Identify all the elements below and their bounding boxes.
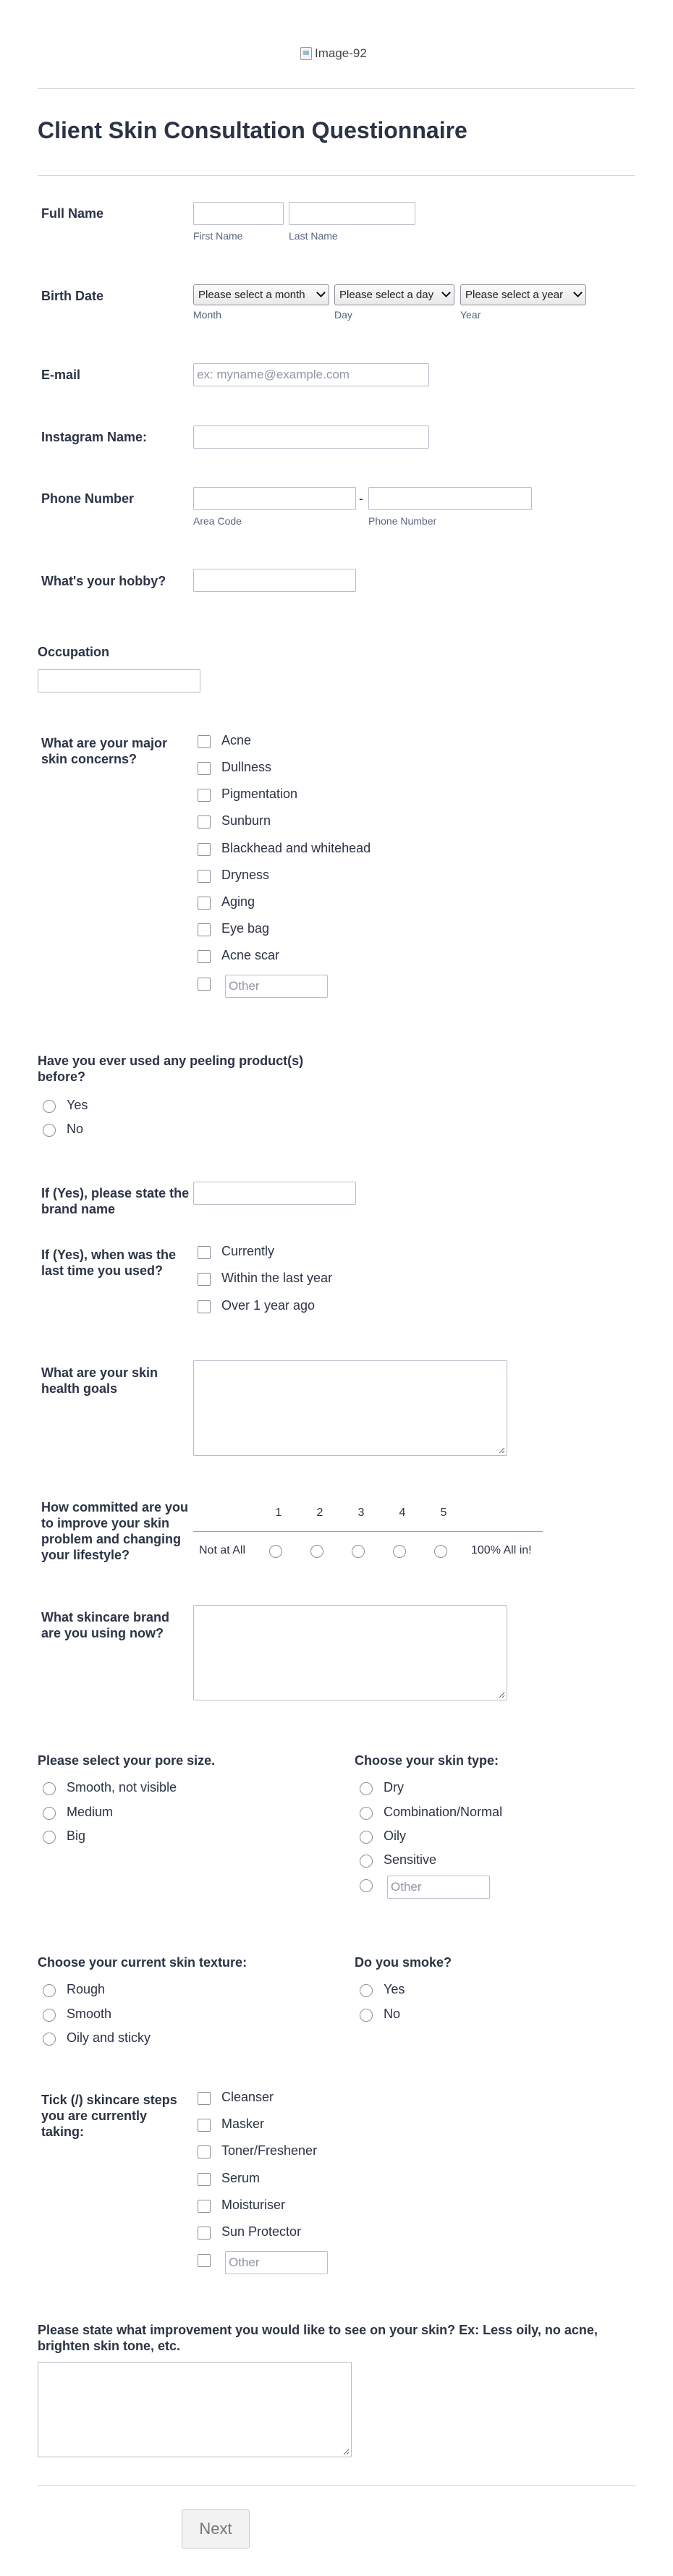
concern-option-label: Pigmentation: [221, 787, 298, 801]
phone-number-sublabel: Phone Number: [368, 515, 437, 527]
occupation-label: Occupation: [38, 645, 110, 659]
resize-grip-icon[interactable]: [498, 1446, 505, 1454]
area-code-sublabel: Area Code: [193, 515, 242, 527]
steps-option-label: Serum: [221, 2171, 261, 2185]
last-time-option-label: Over 1 year ago: [221, 1298, 316, 1313]
brand-name-label: If (Yes), please state the brand name: [41, 1186, 190, 1216]
concern-checkbox[interactable]: [198, 815, 211, 829]
pore-option-label: Big: [67, 1829, 86, 1843]
year-sublabel: Year: [460, 309, 481, 321]
scale-radio-5[interactable]: [434, 1545, 447, 1558]
concern-option-label: Acne scar: [221, 948, 280, 962]
pore-radio[interactable]: [43, 1831, 56, 1844]
brand-name-input[interactable]: [193, 1182, 356, 1205]
month-sublabel: Month: [193, 309, 221, 321]
hobby-label: What's your hobby?: [41, 574, 166, 588]
steps-checkbox[interactable]: [198, 2092, 211, 2105]
steps-other-checkbox[interactable]: [198, 2254, 211, 2267]
concern-checkbox[interactable]: [198, 789, 211, 802]
steps-checkbox[interactable]: [198, 2145, 211, 2158]
occupation-input[interactable]: [38, 669, 200, 692]
steps-option-label: Sun Protector: [221, 2224, 302, 2239]
peeling-radio-yes[interactable]: [43, 1100, 56, 1113]
skin-type-radio[interactable]: [360, 1831, 373, 1844]
birth-date-label: Birth Date: [41, 289, 104, 303]
concern-option-label: Dullness: [221, 760, 272, 774]
footer-divider: [38, 2485, 635, 2486]
concern-checkbox[interactable]: [198, 762, 211, 775]
day-sublabel: Day: [334, 309, 352, 321]
form-title: Client Skin Consultation Questionnaire: [38, 117, 467, 143]
texture-label: Choose your current skin texture:: [38, 1955, 247, 1970]
instagram-label: Instagram Name:: [41, 430, 148, 444]
concern-other-checkbox[interactable]: [198, 978, 211, 991]
texture-option-label: Oily and sticky: [67, 2030, 151, 2045]
last-name-sublabel: Last Name: [289, 230, 338, 242]
concern-option-label: Acne: [221, 733, 252, 747]
last-name-input[interactable]: [289, 202, 415, 225]
steps-option-label: Masker: [221, 2117, 265, 2131]
scale-radio-4[interactable]: [393, 1545, 406, 1558]
steps-checkbox[interactable]: [198, 2227, 211, 2240]
first-name-input[interactable]: [193, 202, 284, 225]
chevron-down-icon: [441, 288, 451, 297]
texture-option-label: Smooth: [67, 2007, 112, 2021]
pore-label: Please select your pore size.: [38, 1753, 216, 1768]
phone-dash: -: [359, 491, 363, 506]
area-code-input[interactable]: [193, 487, 356, 510]
smoke-option-label: Yes: [384, 1982, 405, 1996]
smoke-radio-no[interactable]: [360, 2009, 373, 2022]
birth-month-select[interactable]: Please select a month: [193, 284, 329, 305]
scale-divider: [193, 1531, 543, 1532]
concern-other-input[interactable]: Other: [225, 975, 328, 998]
skin-type-other-input[interactable]: Other: [387, 1876, 490, 1899]
title-divider: [38, 175, 635, 176]
peeling-option-label: No: [67, 1122, 84, 1136]
phone-number-input[interactable]: [368, 487, 532, 510]
brand-now-label: What skincare brand are you using now?: [41, 1610, 170, 1640]
chevron-down-icon: [573, 288, 583, 297]
commitment-label: How committed are you to improve your skin problem and changing your lifestyle?: [41, 1500, 189, 1562]
texture-radio[interactable]: [43, 1984, 56, 1997]
concern-checkbox[interactable]: [198, 870, 211, 883]
skin-type-option-label: Oily: [384, 1829, 406, 1843]
peeling-label: Have you ever used any peeling product(s) before?: [38, 1054, 304, 1084]
steps-option-label: Toner/Freshener: [221, 2143, 318, 2158]
scale-number: 2: [316, 1507, 323, 1519]
first-name-sublabel: First Name: [193, 230, 243, 242]
pore-option-label: Smooth, not visible: [67, 1780, 177, 1795]
instagram-input[interactable]: [193, 425, 429, 449]
concern-option-label: Dryness: [221, 868, 270, 882]
improvement-textarea[interactable]: [38, 2362, 352, 2457]
next-button[interactable]: Next: [182, 2509, 250, 2549]
steps-checkbox[interactable]: [198, 2173, 211, 2186]
concern-option-label: Sunburn: [221, 813, 271, 828]
steps-checkbox[interactable]: [198, 2119, 211, 2132]
skin-type-option-label: Sensitive: [384, 1852, 437, 1867]
steps-label: Tick (/) skincare steps you are currently taking:: [41, 2093, 177, 2139]
smoke-radio-yes[interactable]: [360, 1984, 373, 1997]
birth-year-select[interactable]: Please select a year: [460, 284, 586, 305]
texture-radio[interactable]: [43, 2033, 56, 2046]
phone-label: Phone Number: [41, 491, 135, 506]
skin-type-radio[interactable]: [360, 1807, 373, 1820]
email-label: E-mail: [41, 368, 81, 382]
scale-low-label: Not at All: [199, 1544, 246, 1556]
scale-high-label: 100% All in!: [471, 1544, 532, 1556]
scale-radio-1[interactable]: [269, 1545, 282, 1558]
goals-label: What are your skin health goals: [41, 1365, 158, 1396]
peeling-option-label: Yes: [67, 1098, 88, 1112]
steps-option-label: Moisturiser: [221, 2198, 286, 2212]
email-input[interactable]: ex: myname@example.com: [193, 363, 429, 386]
scale-number: 1: [275, 1507, 282, 1519]
pore-option-label: Medium: [67, 1805, 114, 1819]
last-time-checkbox[interactable]: [198, 1300, 211, 1313]
scale-radio-3[interactable]: [352, 1545, 365, 1558]
hobby-input[interactable]: [193, 569, 356, 592]
scale-number: 5: [440, 1507, 447, 1519]
resize-grip-icon[interactable]: [342, 2448, 350, 2455]
scale-radio-2[interactable]: [310, 1545, 323, 1558]
broken-image-icon: [300, 47, 312, 60]
concern-option-label: Aging: [221, 894, 255, 909]
last-time-checkbox[interactable]: [198, 1246, 211, 1259]
steps-checkbox[interactable]: [198, 2200, 211, 2213]
header-image: [300, 46, 367, 61]
birth-day-select[interactable]: Please select a day: [334, 284, 454, 305]
concern-checkbox[interactable]: [198, 950, 211, 963]
header-divider: [38, 88, 635, 89]
skin-type-other-radio[interactable]: [360, 1879, 373, 1892]
resize-grip-icon[interactable]: [498, 1691, 505, 1698]
skin-type-label: Choose your skin type:: [355, 1753, 499, 1768]
scale-number: 4: [399, 1507, 406, 1519]
header-image-alt: Image-92: [315, 46, 367, 60]
concern-checkbox[interactable]: [198, 897, 211, 910]
full-name-label: Full Name: [41, 206, 104, 221]
goals-textarea[interactable]: [193, 1360, 507, 1456]
pore-radio[interactable]: [43, 1782, 56, 1795]
pore-radio[interactable]: [43, 1807, 56, 1820]
chevron-down-icon: [316, 288, 326, 297]
concern-option-label: Blackhead and whitehead: [221, 841, 371, 855]
peeling-radio-no[interactable]: [43, 1124, 56, 1137]
skin-type-radio[interactable]: [360, 1855, 373, 1868]
concern-checkbox[interactable]: [198, 843, 211, 856]
concern-checkbox[interactable]: [198, 923, 211, 936]
concern-checkbox[interactable]: [198, 735, 211, 748]
skin-type-option-label: Dry: [384, 1780, 404, 1795]
skin-type-option-label: Combination/Normal: [384, 1805, 503, 1819]
skin-type-radio[interactable]: [360, 1782, 373, 1795]
steps-option-label: Cleanser: [221, 2090, 274, 2104]
scale-number: 3: [357, 1507, 365, 1519]
last-time-checkbox[interactable]: [198, 1273, 211, 1286]
steps-other-input[interactable]: Other: [225, 2251, 328, 2274]
smoke-label: Do you smoke?: [355, 1955, 452, 1970]
improvement-label: Please state what improvement you would like to see on your skin? Ex: Less oily, no acne, brighten skin tone, etc.: [38, 2323, 598, 2353]
brand-now-textarea[interactable]: [193, 1605, 507, 1700]
smoke-option-label: No: [384, 2007, 401, 2021]
last-time-option-label: Within the last year: [221, 1271, 333, 1285]
texture-radio[interactable]: [43, 2009, 56, 2022]
texture-option-label: Rough: [67, 1982, 106, 1996]
concerns-label: What are your major skin concerns?: [41, 736, 168, 766]
last-time-option-label: Currently: [221, 1244, 275, 1258]
concern-option-label: Eye bag: [221, 921, 270, 936]
last-time-label: If (Yes), when was the last time you used?: [41, 1247, 177, 1278]
